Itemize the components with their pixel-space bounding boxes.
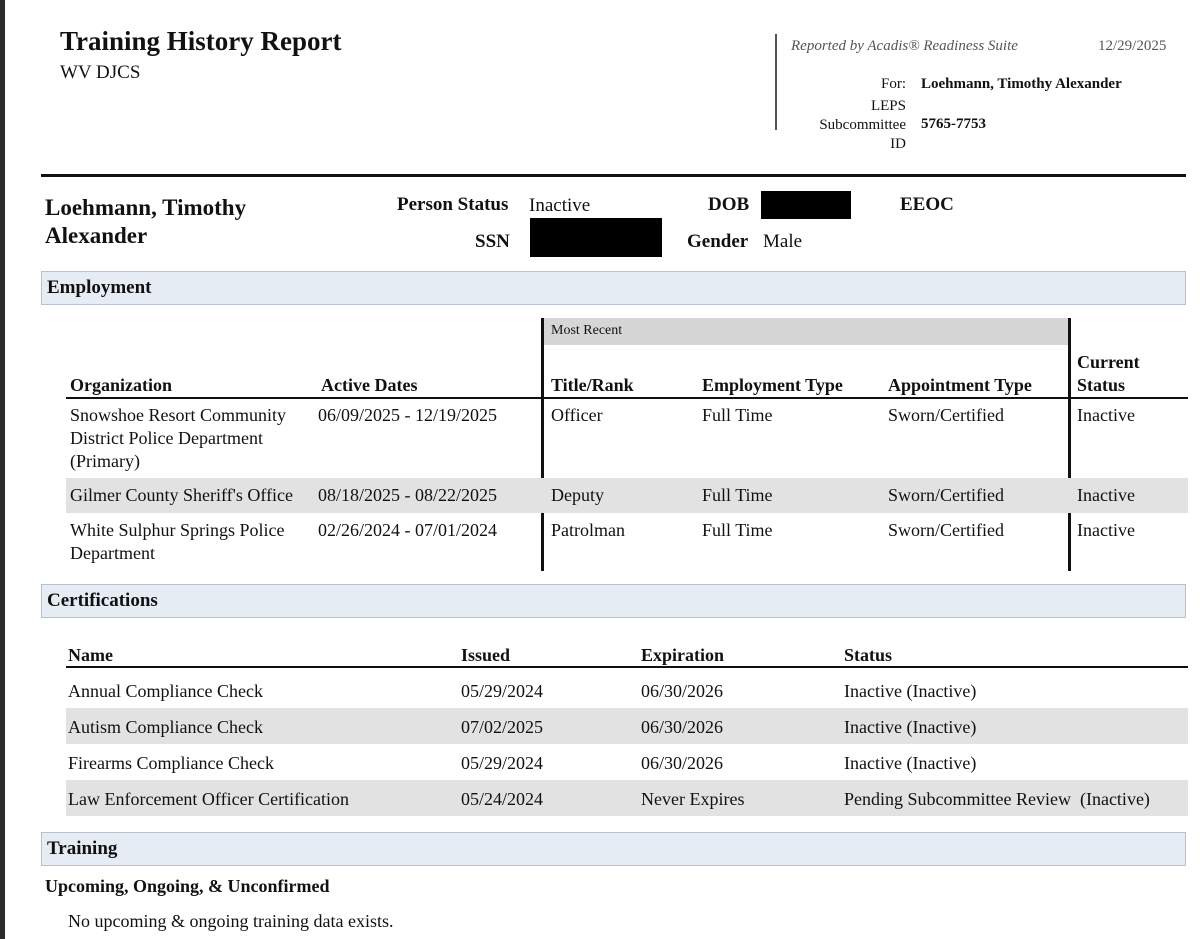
reported-by: Reported by Acadis® Readiness Suite: [791, 38, 1018, 54]
employment-title: Officer: [551, 405, 603, 425]
cert-name: Firearms Compliance Check: [68, 753, 274, 773]
employment-organization: Gilmer County Sheriff's Office: [70, 485, 294, 505]
person-name: Loehmann, Timothy Alexander: [45, 195, 247, 248]
header-divider: [775, 34, 777, 130]
certifications-header-rule: [66, 666, 1188, 668]
col-cert-name: Name: [68, 645, 113, 665]
employment-status: Inactive: [1077, 405, 1135, 425]
eeoc-label: EEOC: [900, 194, 954, 215]
header-rule: [41, 174, 1186, 177]
cert-issued: 05/24/2024: [461, 789, 544, 809]
most-recent-left-rule: [541, 318, 544, 571]
report-title: Training History Report: [60, 26, 342, 56]
col-title-rank: Title/Rank: [551, 375, 634, 395]
employment-title: Deputy: [551, 485, 604, 505]
cert-expiration: 06/30/2026: [641, 753, 724, 773]
employment-organization: White Sulphur Springs Police Department: [70, 520, 285, 563]
viewer-edge: [0, 0, 5, 939]
cert-name: Autism Compliance Check: [68, 717, 263, 737]
employment-dates: 08/18/2025 - 08/22/2025: [318, 485, 497, 505]
training-section-title: Training: [47, 838, 118, 859]
most-recent-label: Most Recent: [551, 323, 623, 338]
employment-appointment: Sworn/Certified: [888, 520, 1004, 540]
employment-dates: 02/26/2024 - 07/01/2024: [318, 520, 497, 540]
employment-status: Inactive: [1077, 520, 1135, 540]
training-section-header: [41, 832, 1186, 866]
col-employment-type: Employment Type: [702, 375, 843, 395]
person-status-label: Person Status: [397, 194, 509, 215]
report-date: 12/29/2025: [1098, 38, 1167, 54]
employment-section-header: [41, 271, 1186, 305]
for-value: Loehmann, Timothy Alexander: [921, 76, 1122, 92]
ssn-redaction: [530, 218, 662, 257]
employment-type: Full Time: [702, 485, 773, 505]
employment-organization: Snowshoe Resort Community District Police Department (Primary): [70, 405, 287, 471]
cert-expiration: Never Expires: [641, 789, 745, 809]
employment-title: Patrolman: [551, 520, 625, 540]
cert-status: Inactive (Inactive): [844, 681, 977, 701]
training-subheading: Upcoming, Ongoing, & Unconfirmed: [45, 876, 330, 896]
employment-dates: 06/09/2025 - 12/19/2025: [318, 405, 497, 425]
employment-header-rule: [66, 397, 1188, 399]
col-appointment-type: Appointment Type: [888, 375, 1032, 395]
cert-expiration: 06/30/2026: [641, 717, 724, 737]
employment-status: Inactive: [1077, 485, 1135, 505]
col-cert-expiration: Expiration: [641, 645, 725, 665]
training-empty-message: No upcoming & ongoing training data exists.: [68, 911, 394, 931]
cert-issued: 07/02/2025: [461, 717, 544, 737]
leps-label: LEPS Subcommittee ID: [819, 98, 906, 152]
certifications-section-header: [41, 584, 1186, 618]
cert-expiration: 06/30/2026: [641, 681, 724, 701]
col-active-dates: Active Dates: [321, 375, 418, 395]
cert-name: Annual Compliance Check: [68, 681, 263, 701]
report-org: WV DJCS: [60, 62, 141, 83]
cert-name: Law Enforcement Officer Certification: [68, 789, 350, 809]
employment-type: Full Time: [702, 405, 773, 425]
most-recent-band: [542, 318, 1068, 345]
employment-section-title: Employment: [47, 277, 152, 298]
cert-status: Pending Subcommittee Review (Inactive): [844, 789, 1150, 809]
cert-status: Inactive (Inactive): [844, 753, 977, 773]
most-recent-right-rule: [1068, 318, 1071, 571]
cert-issued: 05/29/2024: [461, 753, 544, 773]
gender-label: Gender: [687, 231, 749, 252]
col-current-status: Current Status: [1077, 352, 1140, 395]
employment-appointment: Sworn/Certified: [888, 485, 1004, 505]
col-cert-issued: Issued: [461, 645, 511, 665]
col-cert-status: Status: [844, 645, 893, 665]
cert-issued: 05/29/2024: [461, 681, 544, 701]
leps-value: 5765-7753: [921, 116, 986, 132]
col-organization: Organization: [70, 375, 172, 395]
dob-redaction: [761, 191, 851, 219]
for-label: For:: [880, 76, 906, 92]
person-status-value: Inactive: [529, 195, 591, 216]
employment-appointment: Sworn/Certified: [888, 405, 1004, 425]
dob-label: DOB: [708, 194, 750, 215]
ssn-label: SSN: [475, 231, 510, 252]
gender-value: Male: [763, 231, 803, 252]
cert-status: Inactive (Inactive): [844, 717, 977, 737]
employment-type: Full Time: [702, 520, 773, 540]
certifications-section-title: Certifications: [47, 590, 158, 611]
